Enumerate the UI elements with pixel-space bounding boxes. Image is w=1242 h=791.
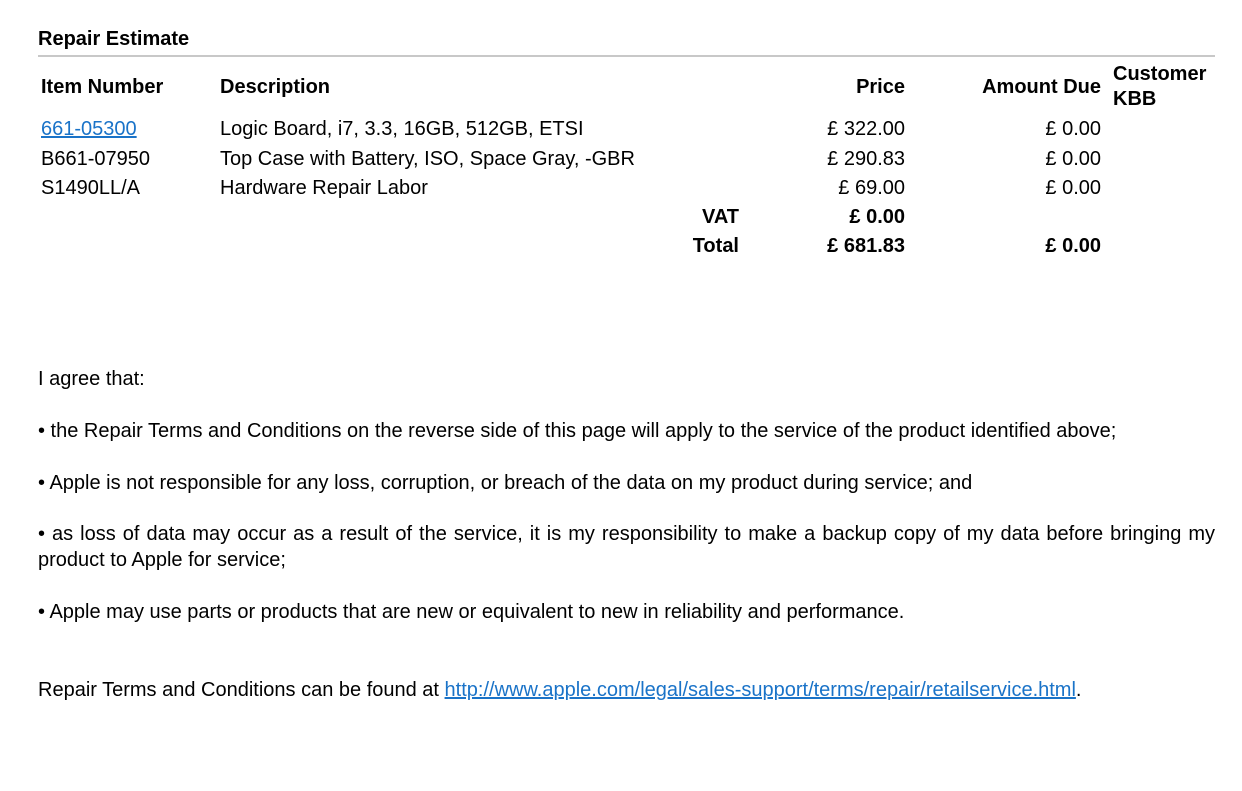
row-item-number: S1490LL/A — [41, 177, 140, 199]
row-item-number: B661-07950 — [41, 148, 150, 170]
header-amount-due: Amount Due — [982, 76, 1101, 98]
row-price: £ 322.00 — [827, 118, 905, 140]
page-title: Repair Estimate — [38, 28, 190, 50]
row-price: £ 69.00 — [838, 177, 905, 199]
row-amount-due: £ 0.00 — [1045, 148, 1101, 170]
agreement-bullet: • as loss of data may occur as a result of the service, it is my responsibility to make a backup copy of my data before bringing my product to Apple for service; — [38, 523, 1215, 571]
vat-label: VAT — [701, 206, 739, 228]
title-divider — [38, 55, 1215, 57]
row-description: Logic Board, i7, 3.3, 16GB, 512GB, ETSI — [220, 118, 584, 140]
row-description: Top Case with Battery, ISO, Space Gray, -GBR — [220, 148, 635, 170]
agreement-bullet: • Apple is not responsible for any loss, corruption, or breach of the data on my product during service; and — [38, 472, 973, 494]
total-price: £ 681.83 — [827, 235, 905, 257]
row-description: Hardware Repair Labor — [220, 177, 428, 199]
vat-price: £ 0.00 — [849, 206, 905, 228]
header-description: Description — [220, 76, 331, 98]
total-amount-due: £ 0.00 — [1045, 235, 1101, 257]
header-customer-kbb-line2: KBB — [1113, 88, 1157, 110]
row-amount-due: £ 0.00 — [1045, 118, 1101, 140]
terms-line — [38, 677, 1215, 703]
item-number-link[interactable]: 661-05300 — [41, 118, 137, 140]
agreement-intro: I agree that: — [38, 368, 145, 390]
agreement-bullet: • the Repair Terms and Conditions on the reverse side of this page will apply to the service of the product identified above; — [38, 420, 1117, 442]
row-price: £ 290.83 — [827, 148, 905, 170]
agreement-bullet: • Apple may use parts or products that are new or equivalent to new in reliability and performance. — [38, 601, 905, 623]
terms-suffix: . — [1075, 679, 1082, 701]
terms-prefix: Repair Terms and Conditions can be found at — [38, 679, 445, 701]
row-amount-due: £ 0.00 — [1045, 177, 1101, 199]
header-customer-kbb-line1: Customer — [1113, 63, 1207, 85]
header-item-number: Item Number — [41, 76, 164, 98]
terms-link[interactable]: http://www.apple.com/legal/sales-support/terms/repair/retailservice.html — [444, 679, 1076, 701]
total-label: Total — [692, 235, 739, 257]
header-price: Price — [856, 76, 905, 98]
